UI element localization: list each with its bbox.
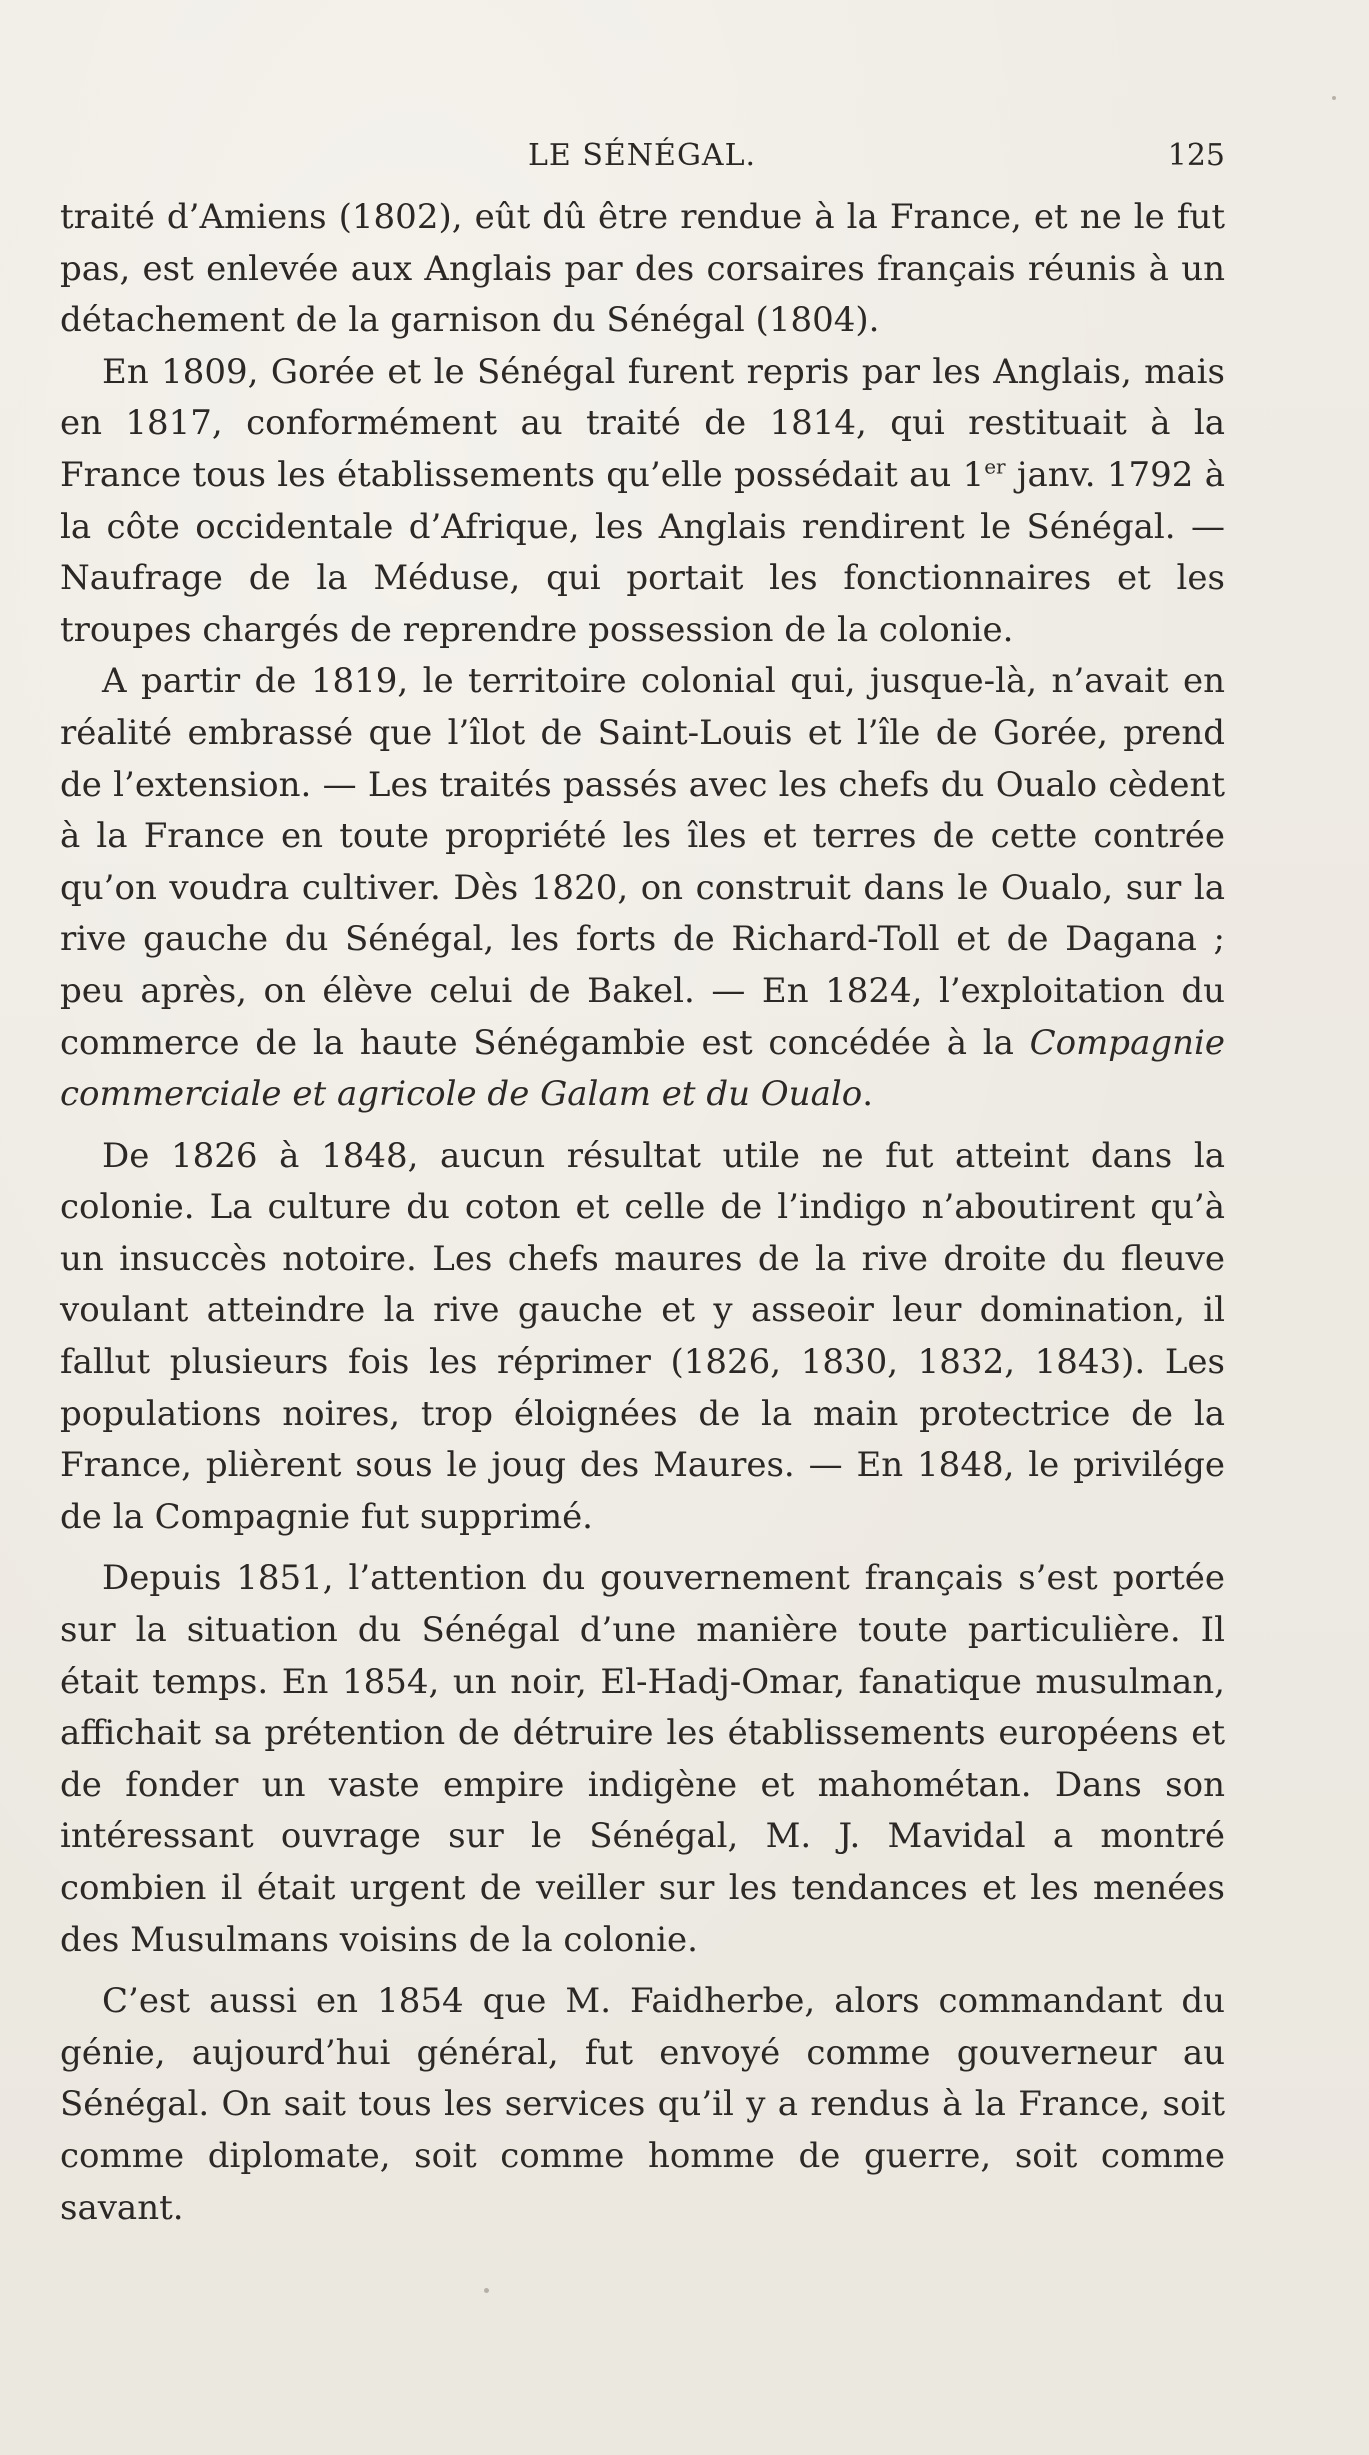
paper-speck	[484, 2288, 489, 2293]
paragraph-3-text-b: .	[862, 1074, 873, 1115]
company-name-italic: Compagnie commerciale et agricole de Galam et du Oualo	[60, 1022, 1225, 1115]
paragraph-2	[60, 347, 1225, 657]
page-number: 125	[1167, 138, 1225, 173]
body-text	[60, 192, 1225, 2234]
paragraph-1-text: traité d’Amiens (1802), eût dû être rendue à la France, et ne le fut pas, est enlevée aux Anglais par des corsaires français réunis à un détachement de la garnison du Sénégal (1804).	[60, 197, 1225, 341]
paragraph-5	[60, 1553, 1225, 1966]
paragraph-6	[60, 1976, 1225, 2234]
paragraph-3-text-a: A partir de 1819, le territoire colonial qui, jusque-là, n’avait en réalité embrassé que l’îlot de Saint-Louis et l’île de Gorée, prend de l’extension. — Les traités passés avec les chefs du Oualo cèdent à la France en toute propriété les îles et terres de cette contrée qu’on voudra cultiver. Dès 1820, on construit dans le Oualo, sur la rive gauche du Sénégal, les forts de Richard-Toll et de Dagana ; peu après, on élève celui de Bakel. — En 1824, l’exploitation du commerce de la haute Sénégambie est concédée à la	[60, 661, 1225, 1063]
page-header	[60, 138, 1225, 188]
paragraph-2-superscript: er	[984, 454, 1006, 479]
running-title: LE SÉNÉGAL.	[528, 138, 757, 173]
paragraph-5-text: Depuis 1851, l’attention du gouvernement français s’est portée sur la situation du Sénégal d’une manière toute particulière. Il était temps. En 1854, un noir, El-Hadj-Omar, fanatique musulman, affichait sa prétention de détruire les établissements européens et de fonder un vaste empire indigène et mahométan. Dans son intéressant ouvrage sur le Sénégal, M. J. Mavidal a montré combien il était urgent de veiller sur les tendances et les menées des Musulmans voisins de la colonie.	[60, 1558, 1225, 1960]
paragraph-6-text: C’est aussi en 1854 que M. Faidherbe, alors commandant du génie, aujourd’hui général, fut envoyé comme gouverneur au Sénégal. On sait tous les services qu’il y a rendus à la France, soit comme diplomate, soit comme homme de guerre, soit comme savant.	[60, 1981, 1225, 2228]
paragraph-3	[60, 656, 1225, 1120]
paragraph-2-text-a: En 1809, Gorée et le Sénégal furent repris par les Anglais, mais en 1817, conformément au traité de 1814, qui restituait à la France tous les établissements qu’elle possédait au 1	[60, 351, 1225, 495]
paragraph-4	[60, 1131, 1225, 1544]
paragraph-1	[60, 192, 1225, 347]
paper-speck	[1332, 96, 1336, 100]
paragraph-2-text-b: janv. 1792 à la côte occidentale d’Afrique, les Anglais rendirent le Sénégal. — Naufrage de la Méduse, qui portait les fonctionnaires et les troupes chargés de reprendre possession de la colonie.	[60, 454, 1225, 650]
paragraph-4-text: De 1826 à 1848, aucun résultat utile ne fut atteint dans la colonie. La culture du coton et celle de l’indigo n’aboutirent qu’à un insuccès notoire. Les chefs maures de la rive droite du fleuve voulant atteindre la rive gauche et y asseoir leur domination, il fallut plusieurs fois les réprimer (1826, 1830, 1832, 1843). Les populations noires, trop éloignées de la main protectrice de la France, plièrent sous le joug des Maures. — En 1848, le privilége de la Compagnie fut supprimé.	[60, 1135, 1225, 1537]
